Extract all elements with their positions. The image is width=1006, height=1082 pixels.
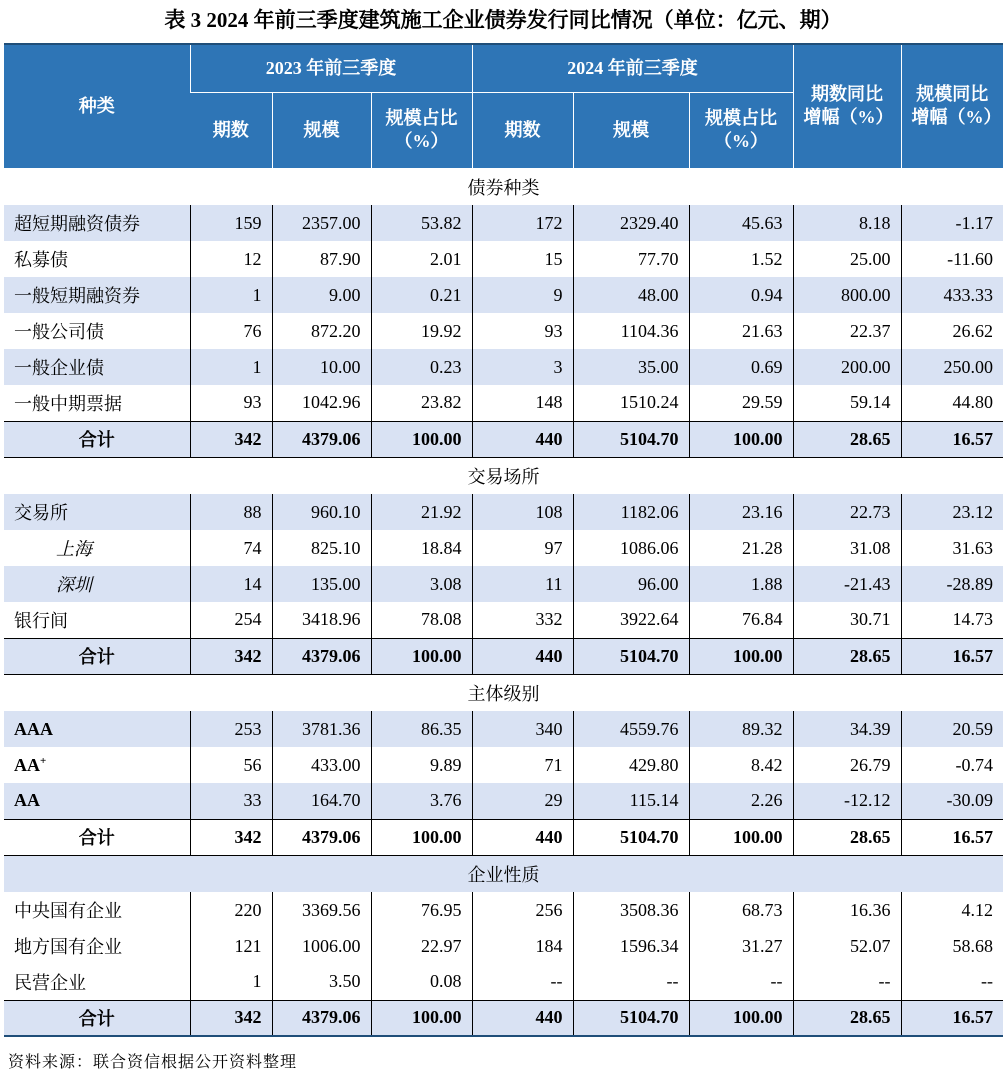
count-growth: 28.65 — [793, 421, 901, 457]
row-label: 中央国有企业 — [14, 901, 122, 921]
count-2024: 440 — [472, 819, 573, 855]
rating-plus-superscript: + — [40, 754, 47, 767]
count-2024: 332 — [472, 602, 573, 638]
row-label: 民营企业 — [14, 972, 86, 993]
share-2023: 76.95 — [371, 892, 472, 928]
row-label: 银行间 — [14, 610, 68, 631]
share-2024: 1.52 — [689, 241, 793, 277]
share-2024: 68.73 — [689, 892, 793, 928]
header-count-2023: 期数 — [190, 92, 272, 168]
scale-2023: 3781.36 — [272, 711, 371, 747]
scale-2024: 5104.70 — [573, 1000, 689, 1036]
count-2023: 93 — [190, 385, 272, 421]
scale-growth: -11.60 — [901, 241, 1003, 277]
share-2024: 45.63 — [689, 205, 793, 241]
count-2023: 342 — [190, 1000, 272, 1036]
scale-2023: 9.00 — [272, 277, 371, 313]
count-2023: 56 — [190, 747, 272, 783]
scale-growth: 44.80 — [901, 385, 1003, 421]
count-2023: 14 — [190, 566, 272, 602]
total-row — [4, 421, 1003, 457]
scale-2024: 5104.70 — [573, 638, 689, 674]
total-row — [4, 1000, 1003, 1036]
row-label: 深圳 — [4, 566, 190, 602]
count-growth: -12.12 — [793, 783, 901, 819]
row-label: AA — [4, 783, 190, 819]
table-title: 表 3 2024 年前三季度建筑施工企业债券发行同比情况（单位：亿元、期） — [164, 8, 842, 32]
scale-2024: 1510.24 — [573, 385, 689, 421]
count-2024: 108 — [472, 494, 573, 530]
share-2023: 100.00 — [371, 1000, 472, 1036]
scale-growth: -- — [901, 964, 1003, 1000]
count-2024: 3 — [472, 349, 573, 385]
count-growth: 800.00 — [793, 277, 901, 313]
header-share-2023: 规模占比（%） — [371, 92, 472, 168]
count-2023: 1 — [190, 349, 272, 385]
header-share-2024: 规模占比（%） — [689, 92, 793, 168]
count-growth: 22.37 — [793, 313, 901, 349]
row-label: AA+ — [14, 754, 47, 775]
scale-growth: 23.12 — [901, 494, 1003, 530]
share-2024: 89.32 — [689, 711, 793, 747]
row-label: 私募债 — [14, 250, 68, 270]
table-row — [4, 241, 1003, 277]
table-row — [4, 530, 1003, 566]
share-2023: 0.21 — [371, 277, 472, 313]
count-growth: 28.65 — [793, 638, 901, 674]
share-2024: 100.00 — [689, 819, 793, 855]
total-row — [4, 638, 1003, 674]
row-label: 一般企业债 — [4, 349, 190, 385]
scale-growth: 433.33 — [901, 277, 1003, 313]
scale-2024: 115.14 — [573, 783, 689, 819]
count-2023: 159 — [190, 205, 272, 241]
count-2024: 29 — [472, 783, 573, 819]
scale-2024: 3508.36 — [573, 892, 689, 928]
count-growth: -- — [793, 964, 901, 1000]
count-growth: 26.79 — [793, 747, 901, 783]
scale-2023: 960.10 — [272, 494, 371, 530]
share-2024: 8.42 — [689, 747, 793, 783]
table-row — [4, 349, 1003, 385]
scale-2023: 825.10 — [272, 530, 371, 566]
scale-2023: 3.50 — [272, 964, 371, 1000]
share-2023: 0.23 — [371, 349, 472, 385]
count-growth: 52.07 — [793, 928, 901, 964]
count-2023: 342 — [190, 421, 272, 457]
count-2023: 12 — [190, 241, 272, 277]
count-2024: 340 — [472, 711, 573, 747]
section-rating: 主体级别 — [467, 683, 540, 704]
scale-growth: 58.68 — [901, 928, 1003, 964]
row-label: 上海 — [56, 539, 92, 559]
share-2023: 9.89 — [371, 747, 472, 783]
count-2024: 71 — [472, 747, 573, 783]
share-2024: 29.59 — [689, 385, 793, 421]
count-2024: 440 — [472, 421, 573, 457]
scale-2024: 1182.06 — [573, 494, 689, 530]
table-row — [4, 964, 1003, 1000]
scale-2023: 3418.96 — [272, 602, 371, 638]
scale-2023: 433.00 — [272, 747, 371, 783]
count-2024: 93 — [472, 313, 573, 349]
count-2024: 148 — [472, 385, 573, 421]
count-growth: 30.71 — [793, 602, 901, 638]
count-growth: 16.36 — [793, 892, 901, 928]
header-count-2024: 期数 — [472, 92, 573, 168]
scale-growth: 250.00 — [901, 349, 1003, 385]
share-2024: 1.88 — [689, 566, 793, 602]
share-2023: 23.82 — [371, 385, 472, 421]
count-2023: 1 — [190, 277, 272, 313]
scale-growth: 14.73 — [901, 602, 1003, 638]
share-2023: 2.01 — [371, 241, 472, 277]
table-row — [4, 205, 1003, 241]
share-2023: 22.97 — [371, 928, 472, 964]
count-2023: 254 — [190, 602, 272, 638]
share-2024: 100.00 — [689, 1000, 793, 1036]
count-2023: 342 — [190, 638, 272, 674]
scale-2024: 35.00 — [573, 349, 689, 385]
total-row — [4, 819, 1003, 855]
table-row — [4, 928, 1003, 964]
scale-2024: 3922.64 — [573, 602, 689, 638]
row-label: 合计 — [4, 638, 190, 674]
scale-2023: 3369.56 — [272, 892, 371, 928]
count-growth: 59.14 — [793, 385, 901, 421]
share-2024: 21.63 — [689, 313, 793, 349]
share-2023: 18.84 — [371, 530, 472, 566]
row-label: 地方国有企业 — [14, 937, 122, 957]
count-growth: 28.65 — [793, 819, 901, 855]
header-2024: 2024 年前三季度 — [472, 44, 793, 92]
count-2023: 33 — [190, 783, 272, 819]
share-2024: 76.84 — [689, 602, 793, 638]
table-row — [4, 747, 1003, 783]
share-2023: 100.00 — [371, 638, 472, 674]
table-row — [4, 783, 1003, 819]
row-label: 合计 — [4, 819, 190, 855]
table-row — [4, 385, 1003, 421]
scale-growth: -0.74 — [901, 747, 1003, 783]
share-2023: 53.82 — [371, 205, 472, 241]
scale-2024: 96.00 — [573, 566, 689, 602]
scale-2023: 872.20 — [272, 313, 371, 349]
share-2023: 3.76 — [371, 783, 472, 819]
header-scale-2024: 规模 — [573, 92, 689, 168]
scale-growth: 16.57 — [901, 819, 1003, 855]
scale-2024: 4559.76 — [573, 711, 689, 747]
scale-2024: -- — [573, 964, 689, 1000]
header-2023: 2023 年前三季度 — [190, 44, 472, 92]
share-2023: 100.00 — [371, 421, 472, 457]
share-2023: 21.92 — [371, 494, 472, 530]
count-2024: 184 — [472, 928, 573, 964]
share-2024: 100.00 — [689, 421, 793, 457]
scale-2024: 1104.36 — [573, 313, 689, 349]
header-scale-growth: 规模同比增幅（%） — [901, 44, 1003, 168]
scale-growth: 31.63 — [901, 530, 1003, 566]
share-2024: 31.27 — [689, 928, 793, 964]
count-growth: 31.08 — [793, 530, 901, 566]
bond-issuance-table — [4, 43, 1003, 1037]
row-label: 交易所 — [4, 494, 190, 530]
share-2023: 78.08 — [371, 602, 472, 638]
scale-growth: -30.09 — [901, 783, 1003, 819]
share-2024: 2.26 — [689, 783, 793, 819]
table-row — [4, 711, 1003, 747]
scale-2024: 429.80 — [573, 747, 689, 783]
table-row — [4, 566, 1003, 602]
scale-growth: -28.89 — [901, 566, 1003, 602]
scale-2023: 87.90 — [272, 241, 371, 277]
scale-2023: 135.00 — [272, 566, 371, 602]
count-2024: 440 — [472, 638, 573, 674]
share-2023: 0.08 — [371, 964, 472, 1000]
row-label: 一般中期票据 — [14, 393, 122, 414]
scale-2023: 1042.96 — [272, 385, 371, 421]
share-2023: 19.92 — [371, 313, 472, 349]
table-row — [4, 892, 1003, 928]
share-2024: 23.16 — [689, 494, 793, 530]
scale-2023: 2357.00 — [272, 205, 371, 241]
count-growth: 8.18 — [793, 205, 901, 241]
count-2023: 76 — [190, 313, 272, 349]
section-ownership: 企业性质 — [4, 855, 1003, 892]
count-2023: 1 — [190, 964, 272, 1000]
row-label: 一般公司债 — [14, 322, 104, 342]
scale-2024: 5104.70 — [573, 421, 689, 457]
share-2024: 21.28 — [689, 530, 793, 566]
row-label: AAA — [4, 711, 190, 747]
scale-2024: 2329.40 — [573, 205, 689, 241]
count-growth: -21.43 — [793, 566, 901, 602]
scale-2024: 1596.34 — [573, 928, 689, 964]
count-2024: -- — [472, 964, 573, 1000]
table-row — [4, 277, 1003, 313]
share-2023: 3.08 — [371, 566, 472, 602]
share-2023: 86.35 — [371, 711, 472, 747]
count-2024: 172 — [472, 205, 573, 241]
row-label: 一般短期融资券 — [4, 277, 190, 313]
header-count-growth: 期数同比增幅（%） — [793, 44, 901, 168]
table-row — [4, 602, 1003, 638]
scale-2023: 4379.06 — [272, 819, 371, 855]
scale-2023: 4379.06 — [272, 421, 371, 457]
scale-2023: 10.00 — [272, 349, 371, 385]
source-note: 资料来源：联合资信根据公开资料整理 — [8, 1052, 298, 1071]
section-bond-type: 债券种类 — [467, 177, 540, 198]
count-2023: 74 — [190, 530, 272, 566]
count-2024: 440 — [472, 1000, 573, 1036]
count-growth: 34.39 — [793, 711, 901, 747]
row-label: 合计 — [4, 421, 190, 457]
scale-growth: 16.57 — [901, 638, 1003, 674]
scale-growth: 20.59 — [901, 711, 1003, 747]
count-2023: 253 — [190, 711, 272, 747]
count-2024: 15 — [472, 241, 573, 277]
scale-growth: 4.12 — [901, 892, 1003, 928]
scale-2024: 48.00 — [573, 277, 689, 313]
count-2023: 121 — [190, 928, 272, 964]
header-scale-2023: 规模 — [272, 92, 371, 168]
scale-growth: -1.17 — [901, 205, 1003, 241]
scale-2023: 1006.00 — [272, 928, 371, 964]
share-2024: 100.00 — [689, 638, 793, 674]
row-label: 合计 — [4, 1000, 190, 1036]
scale-2024: 77.70 — [573, 241, 689, 277]
count-2024: 256 — [472, 892, 573, 928]
scale-growth: 16.57 — [901, 1000, 1003, 1036]
scale-2024: 1086.06 — [573, 530, 689, 566]
scale-growth: 16.57 — [901, 421, 1003, 457]
count-growth: 25.00 — [793, 241, 901, 277]
count-2024: 11 — [472, 566, 573, 602]
share-2024: 0.69 — [689, 349, 793, 385]
scale-2023: 4379.06 — [272, 1000, 371, 1036]
row-label: 超短期融资债券 — [4, 205, 190, 241]
count-2023: 220 — [190, 892, 272, 928]
table-row — [4, 494, 1003, 530]
share-2024: 0.94 — [689, 277, 793, 313]
scale-2024: 5104.70 — [573, 819, 689, 855]
share-2023: 100.00 — [371, 819, 472, 855]
count-2024: 9 — [472, 277, 573, 313]
count-growth: 28.65 — [793, 1000, 901, 1036]
table-row — [4, 313, 1003, 349]
count-growth: 22.73 — [793, 494, 901, 530]
scale-growth: 26.62 — [901, 313, 1003, 349]
count-2023: 342 — [190, 819, 272, 855]
scale-2023: 164.70 — [272, 783, 371, 819]
scale-2023: 4379.06 — [272, 638, 371, 674]
section-exchange: 交易场所 — [467, 466, 540, 487]
header-category: 种类 — [4, 44, 190, 168]
count-2023: 88 — [190, 494, 272, 530]
count-growth: 200.00 — [793, 349, 901, 385]
share-2024: -- — [689, 964, 793, 1000]
count-2024: 97 — [472, 530, 573, 566]
